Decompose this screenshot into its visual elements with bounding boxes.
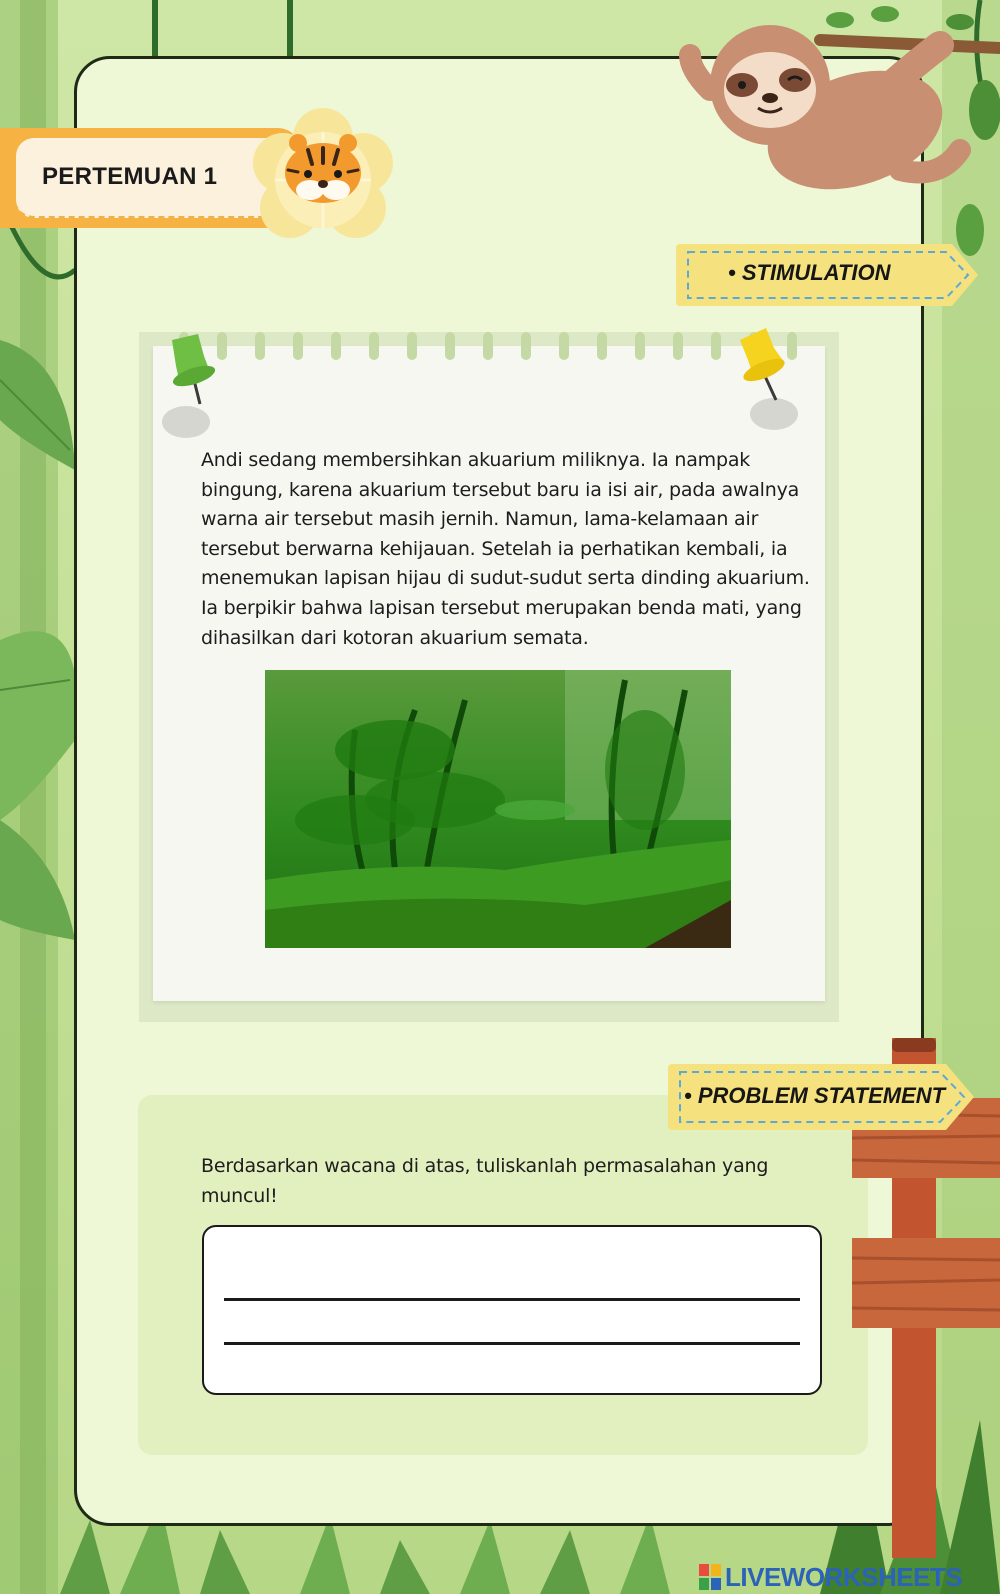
answer-line-2 <box>224 1342 800 1345</box>
stimulation-story: Andi sedang membersihkan akuarium miliknya. Ia nampak bingung, karena akuarium tersebut baru ia isi air, pada awalnya warna air tersebut masih jernih. Namun, lama-kelamaan air tersebut berwarna kehijauan. Setelah ia perhatikan kembali, ia menemukan lapisan hijau di sudut-sudut serta dinding akuarium. Ia berpikir bahwa lapisan tersebut merupakan benda mati, yang dihasilkan dari kotoran akuarium semata. <box>201 449 810 649</box>
green-push-pin-icon <box>158 330 228 442</box>
aquarium-photo <box>265 670 731 948</box>
problem-statement-banner <box>668 1060 978 1134</box>
page-title: PERTEMUAN 1 <box>16 138 290 218</box>
answer-line-1 <box>224 1298 800 1301</box>
answer-textarea[interactable] <box>202 1225 822 1395</box>
liveworksheets-brand[interactable] <box>699 1562 962 1592</box>
liveworksheets-logo-icon <box>699 1564 721 1590</box>
brand-name: LIVEWORKSHEETS <box>725 1561 963 1592</box>
yellow-push-pin-icon <box>730 322 800 434</box>
problem-statement-label: • PROBLEM STATEMENT <box>684 1083 946 1108</box>
tiger-badge-icon <box>248 108 398 253</box>
stimulation-banner <box>676 238 982 312</box>
problem-question: Berdasarkan wacana di atas, tuliskanlah permasalahan yang muncul! <box>201 1155 769 1207</box>
sloth-illustration <box>670 0 1000 210</box>
stimulation-label: • STIMULATION <box>728 260 891 285</box>
